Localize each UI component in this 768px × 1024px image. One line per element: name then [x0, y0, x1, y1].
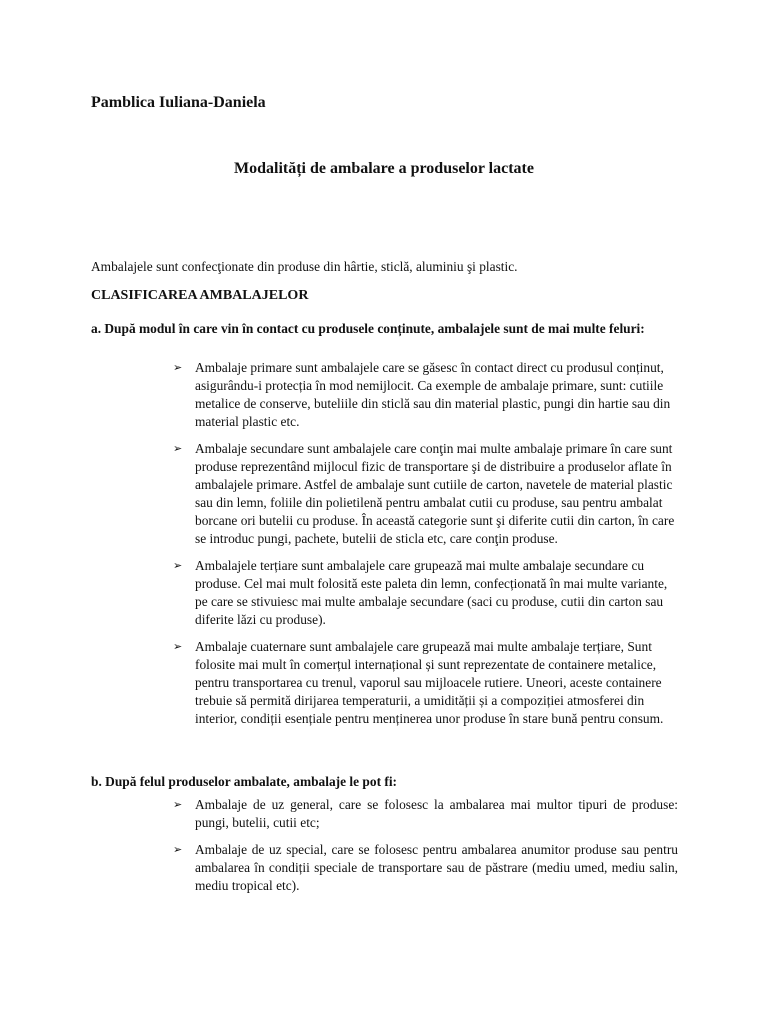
list-item: [173, 638, 678, 728]
arrow-bullet-icon: ➢: [173, 798, 183, 811]
arrow-bullet-icon: ➢: [173, 361, 183, 374]
author-name: Pamblica Iuliana-Daniela: [91, 94, 266, 111]
list-item-text: Ambalajele terțiare sunt ambalajele care grupează mai multe ambalaje secundare cu produse. Cel mai mult folosită este paleta din lemn, confecționată în mai multe variante, pe care se stivuiesc mai multe ambalaje secundare (saci cu produse, cutii din carton sau diferite lăzi cu produse).: [195, 558, 668, 627]
arrow-bullet-icon: ➢: [173, 843, 183, 856]
list-item: [173, 796, 678, 832]
section-heading: CLASIFICAREA AMBALAJELOR: [91, 288, 309, 303]
intro-paragraph: Ambalajele sunt confecţionate din produse din hârtie, sticlă, aluminiu şi plastic.: [91, 259, 518, 274]
list-item-text: Ambalaje primare sunt ambalajele care se găsesc în contact direct cu produsul conținut, asigurându-i protecția în mod nemijlocit. Ca exemple de ambalaje primare, sunt: cutiile metalice de conserve, buteliile din sticlă sau din material plastic, pungi din hartie sau din material plastic etc.: [195, 360, 671, 429]
arrow-bullet-icon: ➢: [173, 640, 183, 653]
list-item: [173, 557, 678, 629]
arrow-bullet-icon: ➢: [173, 442, 183, 455]
list-item-text: Ambalaje de uz special, care se folosesc pentru ambalarea anumitor produse sau pentru ambalarea în condiții speciale de transportare sau de păstrare (mediu umed, mediu salin, mediu tropical etc).: [195, 842, 678, 893]
list-item: [173, 440, 678, 548]
arrow-bullet-icon: ➢: [173, 559, 183, 572]
list-item: [173, 841, 678, 895]
list-item: [173, 359, 678, 431]
document-title: Modalități de ambalare a produselor lactate: [234, 160, 534, 177]
bullet-list-a: [173, 359, 678, 737]
list-item-text: Ambalaje de uz general, care se folosesc la ambalarea mai multor tipuri de produse: pungi, butelii, cutii etc;: [195, 797, 678, 830]
bullet-list-b: [173, 796, 678, 904]
subheading-b: b. După felul produselor ambalate, ambalaje le pot fi:: [91, 774, 398, 789]
list-item-text: Ambalaje cuaternare sunt ambalajele care grupează mai multe ambalaje terțiare, Sunt folosite mai mult în comerțul internațional și sunt reprezentate de containere metalice, pentru transportarea cu trenul, vaporul sau mijloacele rutiere. Uneori, aceste containere trebuie să permită dirijarea temperaturii, a umidității și a compoziției atmosferei din interior, condiții esențiale pentru menținerea unor produse în stare bună pentru consum.: [195, 639, 664, 726]
list-item-text: Ambalaje secundare sunt ambalajele care conţin mai multe ambalaje primare în care sunt produse reprezentând mijlocul fizic de transportare şi de distribuire a produselor aflate în ambalajele primare. Astfel de ambalaje sunt cutiile de carton, navetele de material plastic sau din lemn, foliile din polietilenă pentru ambalat cutii cu produse, sau pentru ambalat borcane ori butelii cu produse. În această categorie sunt şi diferite cutii din carton, în care se introduc pungi, pachete, butelii de sticla etc, care conţin produse.: [195, 441, 675, 546]
subheading-a: a. După modul în care vin în contact cu produsele conținute, ambalajele sunt de mai multe feluri:: [91, 321, 645, 336]
